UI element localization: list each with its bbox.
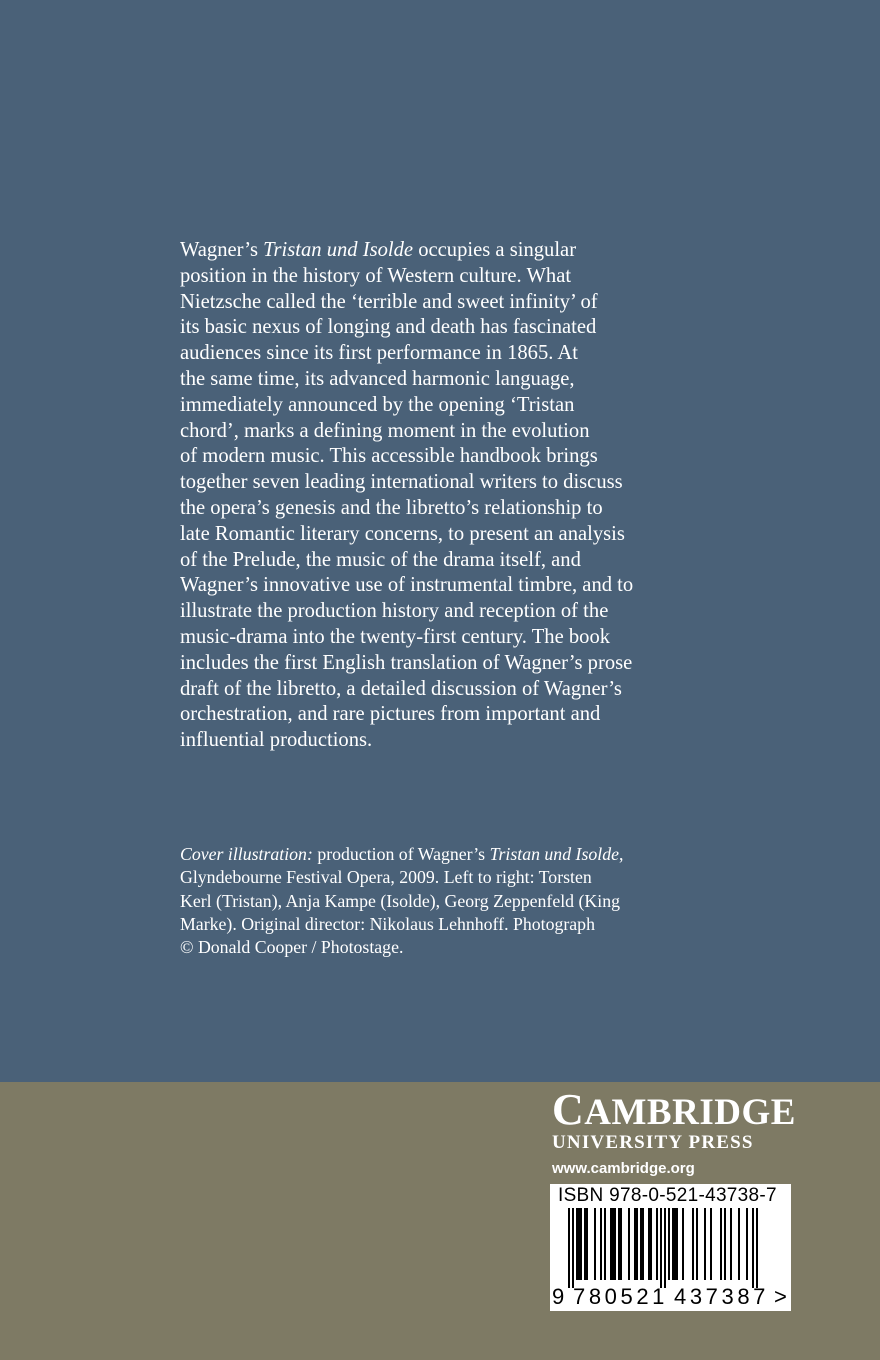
blurb-line: together seven leading international writers to discuss: [180, 471, 623, 494]
blurb-line: Wagner’s innovative use of instrumental timbre, and to: [180, 574, 634, 597]
blurb-line: immediately announced by the opening ‘Tristan: [180, 393, 575, 416]
barcode-bar: [648, 1208, 650, 1280]
blurb-line: audiences since its first performance in 1865. At: [180, 342, 579, 365]
barcode-bar: [664, 1208, 666, 1288]
blurb-line-1: Wagner’s Tristan und Isolde occupies a singular: [180, 239, 577, 261]
barcode-bar: [634, 1208, 636, 1280]
barcode-bar: [578, 1208, 580, 1280]
barcode-bar: [572, 1208, 574, 1288]
blurb-line: music-drama into the twenty-first century. The book: [180, 625, 611, 648]
blurb-line: of modern music. This accessible handbook brings: [180, 445, 598, 468]
blurb-line: of the Prelude, the music of the drama itself, and: [180, 548, 581, 571]
barcode-bar: [730, 1208, 732, 1280]
barcode-bar: [636, 1208, 638, 1280]
barcode-bar: [660, 1208, 662, 1288]
barcode-bar: [640, 1208, 642, 1280]
caption-line: Glyndebourne Festival Opera, 2009. Left to right: Torsten: [180, 867, 592, 888]
barcode-bar: [604, 1208, 606, 1280]
caption-label: Cover illustration:: [180, 844, 313, 864]
barcode-bar: [704, 1208, 706, 1280]
barcode-bar: [650, 1208, 652, 1280]
barcode-bar: [576, 1208, 578, 1280]
blurb-line: includes the first English translation of Wagner’s prose: [180, 651, 633, 674]
barcode-bar: [584, 1208, 586, 1280]
barcode-bar: [746, 1208, 748, 1280]
blurb-line: the same time, its advanced harmonic language,: [180, 367, 575, 390]
blurb-line: Nietzsche called the ‘terrible and sweet infinity’ of: [180, 290, 598, 313]
barcode-bar: [724, 1208, 726, 1280]
publisher-url: www.cambridge.org: [552, 1160, 695, 1177]
blurb-line: orchestration, and rare pictures from important and: [180, 703, 601, 726]
barcode-bar: [674, 1208, 676, 1280]
caption-line: © Donald Cooper / Photostage.: [180, 937, 404, 958]
isbn-label: ISBN 978-0-521-43738-7: [558, 1185, 777, 1206]
publisher-logo: [552, 1085, 796, 1179]
barcode-lead-digit: 9: [552, 1284, 565, 1309]
barcode-bars: [558, 1208, 774, 1288]
publisher-name: CAMBRIDGE: [552, 1085, 796, 1134]
barcode-bar: [692, 1208, 694, 1280]
blurb-line: influential productions.: [180, 729, 373, 752]
barcode-bar: [710, 1208, 712, 1280]
barcode-bar: [642, 1208, 644, 1280]
blurb-line: draft of the libretto, a detailed discussion of Wagner’s: [180, 677, 622, 700]
barcode-bar: [720, 1208, 722, 1280]
barcode-bar: [756, 1208, 758, 1288]
barcode-bar: [612, 1208, 614, 1280]
blurb-line: illustrate the production history and reception of the: [180, 600, 609, 623]
barcode-bar: [580, 1208, 582, 1280]
barcode-bar: [656, 1208, 658, 1280]
caption-line: Marke). Original director: Nikolaus Lehnhoff. Photograph: [180, 913, 595, 934]
barcode-digit-group-1: 780521: [573, 1284, 669, 1309]
barcode-bar: [610, 1208, 612, 1280]
blurb-line: late Romantic literary concerns, to present an analysis: [180, 522, 625, 545]
barcode-bar: [696, 1208, 698, 1280]
barcode-bar: [752, 1208, 754, 1288]
barcode-bar: [620, 1208, 622, 1280]
barcode-bar: [682, 1208, 684, 1280]
barcode-bar: [568, 1208, 570, 1288]
blurb-text: [180, 238, 715, 754]
barcode-bar: [668, 1208, 670, 1280]
barcode-bar: [614, 1208, 616, 1280]
blurb-line: the opera’s genesis and the libretto’s relationship to: [180, 496, 603, 519]
barcode-digit-group-2: 437387: [674, 1284, 770, 1309]
blurb-line: chord’, marks a defining moment in the evolution: [180, 419, 590, 442]
barcode-bar: [672, 1208, 674, 1280]
blurb-line: its basic nexus of longing and death has fascinated: [180, 316, 597, 339]
barcode-bar: [628, 1208, 630, 1280]
barcode-bar: [676, 1208, 678, 1280]
barcode-arrow: >: [774, 1284, 787, 1309]
isbn-barcode: [550, 1184, 791, 1311]
barcode-bar: [586, 1208, 588, 1280]
barcode-bar: [618, 1208, 620, 1280]
publisher-subtitle: UNIVERSITY PRESS: [552, 1132, 754, 1153]
blurb-line: position in the history of Western culture. What: [180, 264, 572, 287]
barcode-bar: [738, 1208, 740, 1280]
barcode-bar: [600, 1208, 602, 1280]
caption-line-1: Cover illustration: production of Wagner’s Tristan und Isolde,: [180, 844, 624, 864]
cover-illustration-caption: [180, 843, 715, 959]
barcode-bar: [594, 1208, 596, 1280]
caption-line: Kerl (Tristan), Anja Kampe (Isolde), Georg Zeppenfeld (King: [180, 890, 620, 911]
